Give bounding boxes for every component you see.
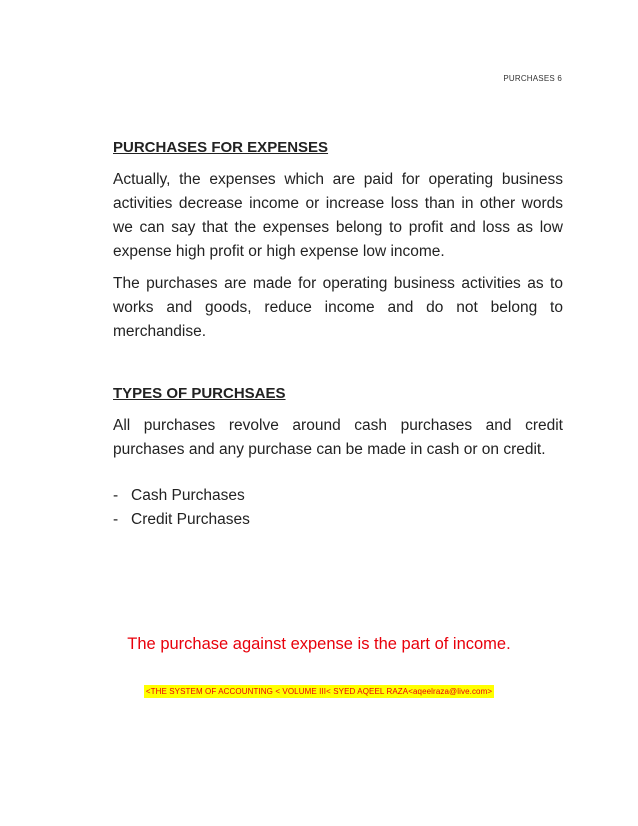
paragraph: The purchases are made for operating business activities as to works and goods, reduce income and do not belong to merchandise. (113, 275, 563, 340)
paragraph: All purchases revolve around cash purchases and credit purchases and any purchase can be made in cash or on credit. (113, 417, 563, 458)
bullet-list (113, 484, 563, 532)
page-content (113, 136, 563, 532)
section-purchases-for-expenses (113, 136, 563, 344)
list-item (113, 484, 563, 508)
list-item-text: Credit Purchases (131, 511, 250, 528)
list-item (113, 508, 563, 532)
section-heading: TYPES OF PURCHSAES (113, 385, 286, 402)
page-footer (0, 681, 638, 699)
section-heading: PURCHASES FOR EXPENSES (113, 139, 329, 156)
list-item-text: Cash Purchases (131, 487, 245, 504)
paragraph: Actually, the expenses which are paid for operating business activities decrease income or increase loss than in other words we can say that the expenses belong to profit and loss as low expense high profit or high expense low income. (113, 171, 563, 260)
dash-marker: - (113, 511, 119, 528)
section-spacer (113, 344, 563, 382)
dash-marker: - (113, 487, 119, 504)
section-types-of-purchases (113, 382, 563, 532)
page-header: PURCHASES 6 (503, 74, 562, 83)
highlight-statement: The purchase against expense is the part of income. (127, 635, 511, 653)
footer-text: <THE SYSTEM OF ACCOUNTING < VOLUME III< SYED AQEEL RAZA<aqeelraza@live.com> (145, 687, 493, 696)
